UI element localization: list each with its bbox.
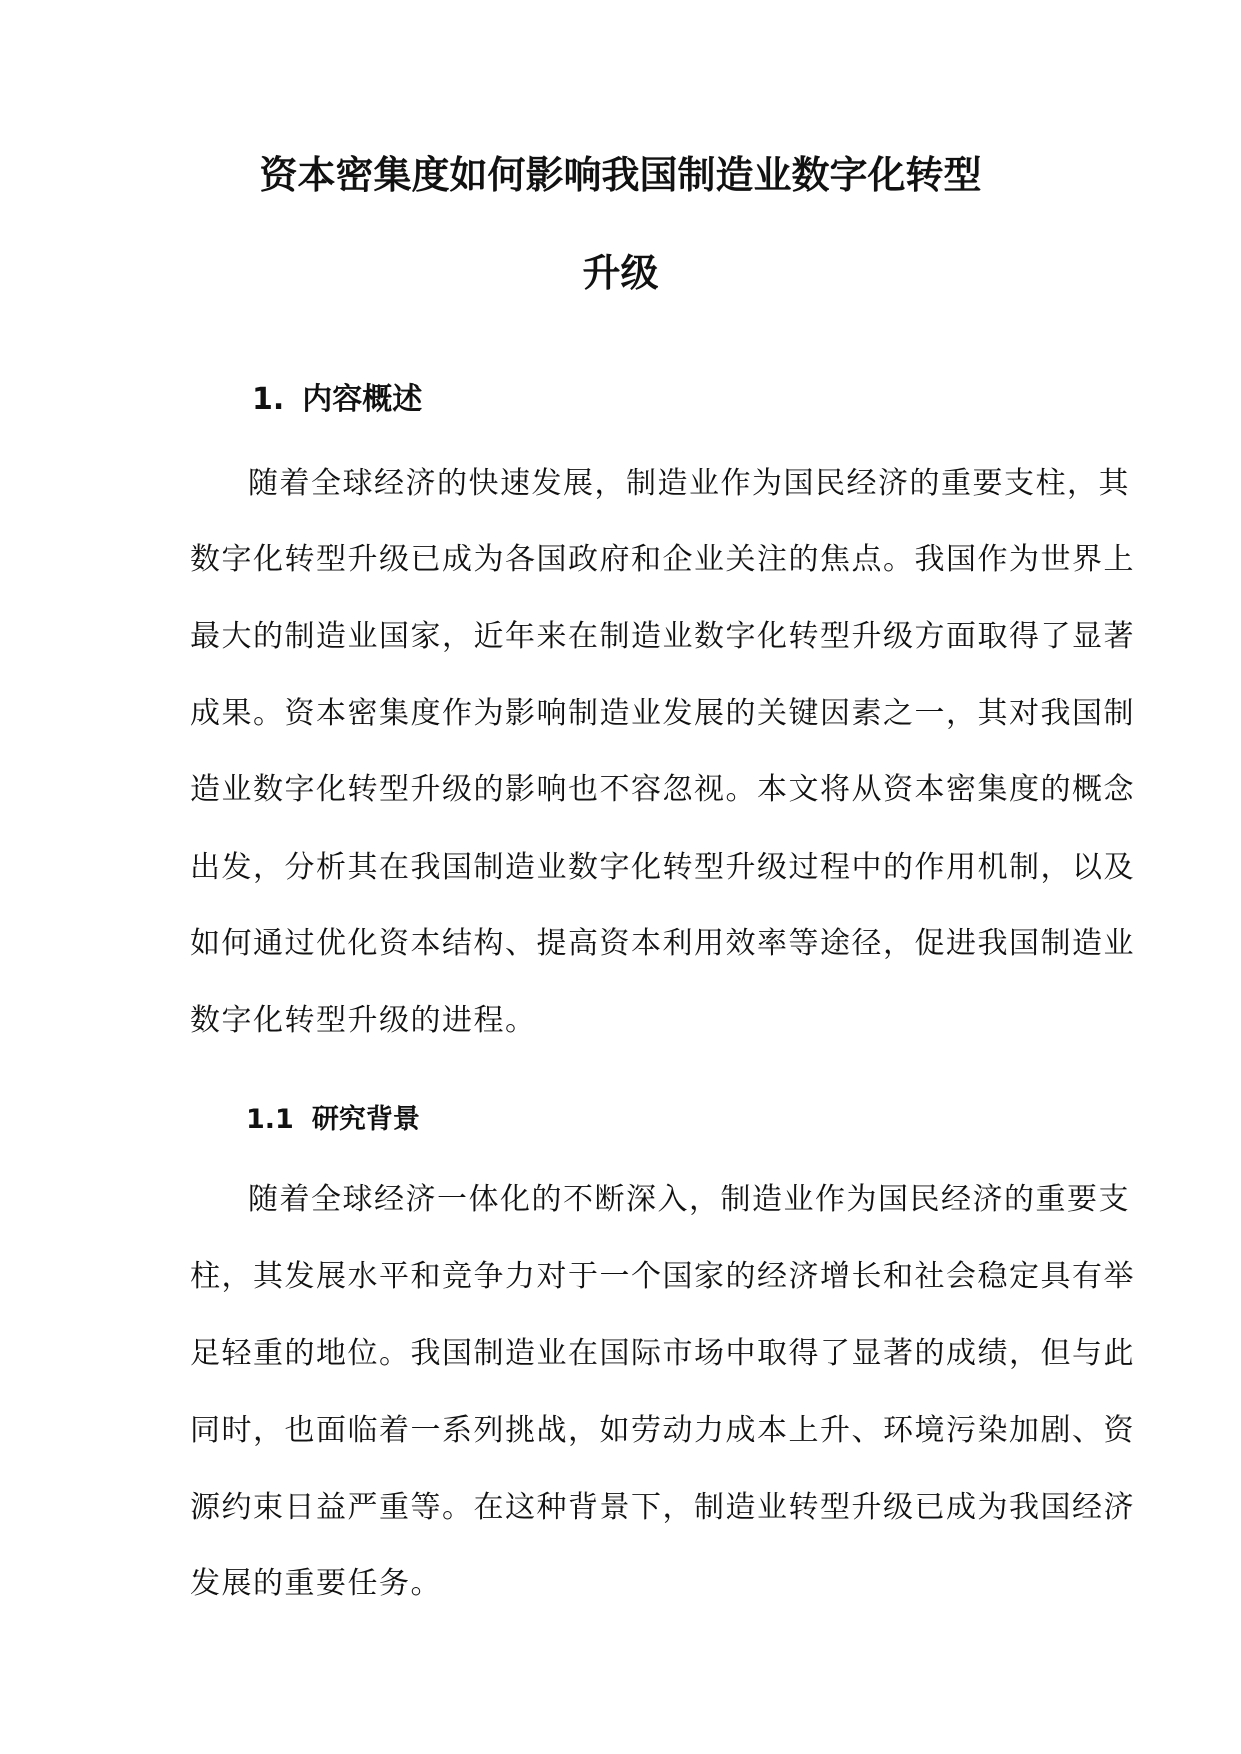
section-title: 研究背景 [311, 1104, 420, 1135]
document-title-line-2: 升级 [582, 251, 659, 295]
paragraph-line: 数字化转型升级的进程。 [190, 1003, 537, 1038]
section-heading-1 [252, 380, 422, 420]
paragraph-line: 同时，也面临着一系列挑战，如劳动力成本上升、环境污染加剧、资 [190, 1413, 1135, 1448]
section-number: 1.1 [246, 1104, 294, 1135]
paragraph-line: 造业数字化转型升级的影响也不容忽视。本文将从资本密集度的概念 [190, 772, 1135, 807]
paragraph-line: 出发，分析其在我国制造业数字化转型升级过程中的作用机制，以及 [190, 850, 1135, 885]
paragraph-line: 数字化转型升级已成为各国政府和企业关注的焦点。我国作为世界上 [190, 542, 1135, 577]
paragraph-line: 源约束日益严重等。在这种背景下，制造业转型升级已成为我国经济 [190, 1490, 1135, 1525]
document-title-line-1: 资本密集度如何影响我国制造业数字化转型 [259, 153, 982, 197]
paragraph-line: 随着全球经济的快速发展，制造业作为国民经济的重要支柱，其 [248, 466, 1130, 501]
section-number: 1. [252, 382, 285, 417]
paragraph-line: 发展的重要任务。 [190, 1566, 442, 1601]
paragraph-line: 最大的制造业国家，近年来在制造业数字化转型升级方面取得了显著 [190, 619, 1135, 654]
paragraph-line: 成果。资本密集度作为影响制造业发展的关键因素之一，其对我国制 [190, 696, 1135, 731]
paragraph-line: 足轻重的地位。我国制造业在国际市场中取得了显著的成绩，但与此 [190, 1336, 1135, 1371]
paragraph-line: 如何通过优化资本结构、提高资本利用效率等途径，促进我国制造业 [190, 926, 1135, 961]
section-title: 内容概述 [302, 382, 423, 417]
paragraph-line: 柱，其发展水平和竞争力对于一个国家的经济增长和社会稳定具有举 [190, 1259, 1135, 1294]
section-heading-1-1 [246, 1102, 420, 1138]
paragraph-line: 随着全球经济一体化的不断深入，制造业作为国民经济的重要支 [248, 1182, 1130, 1217]
